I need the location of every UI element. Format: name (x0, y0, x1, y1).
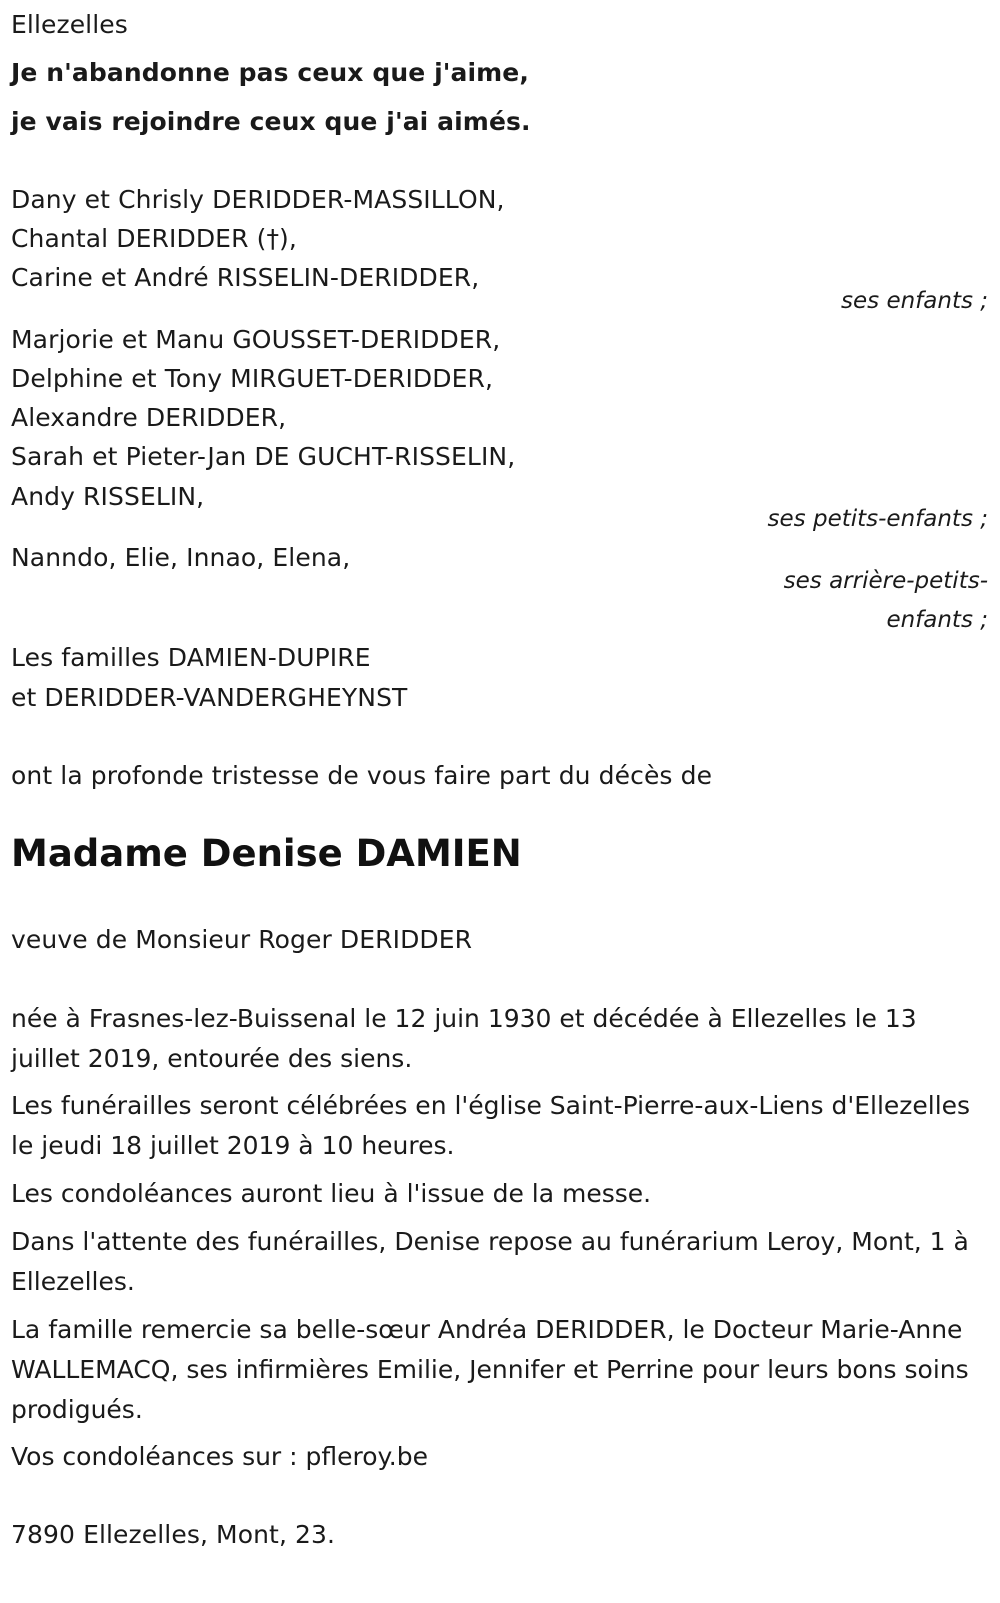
grandchildren-relation: ses petits-enfants ; (767, 506, 988, 532)
quote-line-2: je vais rejoindre ceux que j'ai aimés. (11, 107, 531, 136)
birth-death-paragraph: née à Frasnes-lez-Buissenal le 12 juin 1930 et décédée à Ellezelles le 13 juillet 2019, entourée des siens. (11, 1004, 917, 1073)
great-grandchild-names: Nanndo, Elie, Innao, Elena, (11, 543, 351, 572)
town-heading: Ellezelles (11, 10, 128, 39)
child-name: Dany et Chrisly DERIDDER-MASSILLON, (11, 185, 505, 214)
families-line-1: Les familles DAMIEN-DUPIRE (11, 643, 371, 672)
rest-paragraph: Dans l'attente des funérailles, Denise repose au funérarium Leroy, Mont, 1 à Ellezelles. (11, 1227, 969, 1296)
great-grandchildren-relation-2: enfants ; (886, 607, 988, 633)
announcement-text: ont la profonde tristesse de vous faire part du décès de (11, 761, 713, 790)
address: 7890 Ellezelles, Mont, 23. (11, 1520, 336, 1549)
grandchild-name: Alexandre DERIDDER, (11, 403, 287, 432)
online-condolences: Vos condoléances sur : pfleroy.be (11, 1442, 428, 1471)
grandchild-name: Delphine et Tony MIRGUET-DERIDDER, (11, 364, 494, 393)
child-name: Carine et André RISSELIN-DERIDDER, (11, 263, 480, 292)
children-relation: ses enfants ; (841, 288, 988, 314)
child-name: Chantal DERIDDER (†), (11, 224, 297, 253)
funeral-paragraph: Les funérailles seront célébrées en l'église Saint-Pierre-aux-Liens d'Ellezelles le jeudi 18 juillet 2019 à 10 heures. (11, 1091, 971, 1160)
grandchild-name: Marjorie et Manu GOUSSET-DERIDDER, (11, 325, 501, 354)
deceased-name: Madame Denise DAMIEN (11, 832, 522, 875)
great-grandchildren-relation-1: ses arrière-petits- (783, 568, 988, 594)
thanks-paragraph: La famille remercie sa belle-sœur Andréa DERIDDER, le Docteur Marie-Anne WALLEMACQ, ses infirmières Emilie, Jennifer et Perrine pour leurs bons soins prodigués. (11, 1315, 969, 1424)
condolences-paragraph: Les condoléances auront lieu à l'issue de la messe. (11, 1179, 652, 1208)
grandchild-name: Sarah et Pieter-Jan DE GUCHT-RISSELIN, (11, 442, 516, 471)
quote-line-1: Je n'abandonne pas ceux que j'aime, (11, 58, 529, 87)
widow-of: veuve de Monsieur Roger DERIDDER (11, 925, 473, 954)
grandchild-name: Andy RISSELIN, (11, 482, 205, 511)
families-line-2: et DERIDDER-VANDERGHEYNST (11, 683, 408, 712)
